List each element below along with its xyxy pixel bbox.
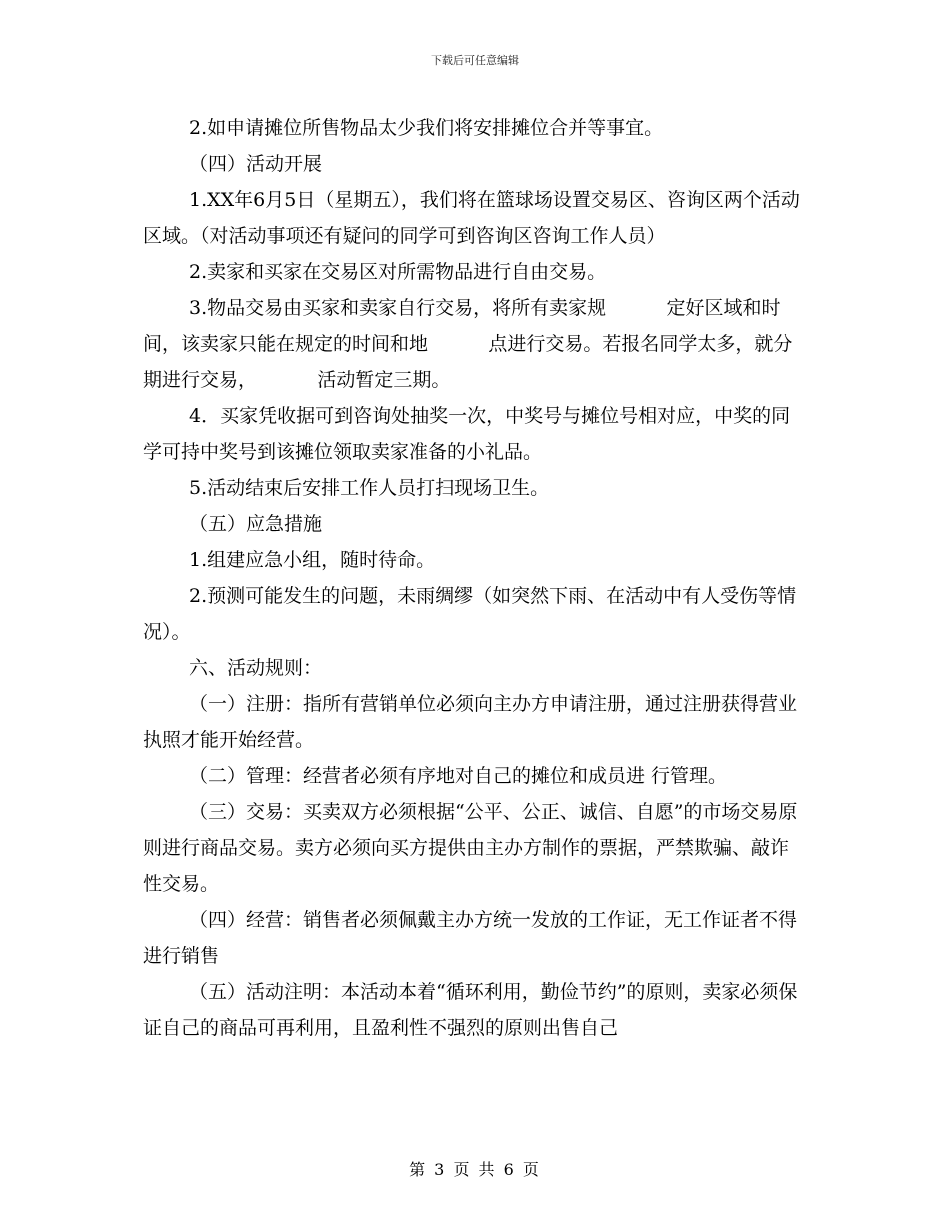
paragraph: 1.组建应急小组，随时待命。	[189, 549, 436, 571]
paragraph: （四）经营：销售者必须佩戴主办方统一发放的工作证，无工作证者不得进行销售	[143, 909, 798, 967]
paragraph: 1.XX年6月5日（星期五），我们将在篮球场设置交易区、咨询区两个活动区域。（对活动事项还有疑问的同学可到咨询区咨询工作人员）	[143, 189, 800, 247]
paragraph: （一）注册：指所有营销单位必须向主办方申请注册，通过注册获得营业执照才能开始经营。	[143, 693, 798, 751]
section-heading: 六、活动规则：	[189, 657, 323, 679]
paragraph: 2.如申请摊位所售物品太少我们将安排摊位合并等事宜。	[189, 117, 664, 139]
paragraph: （二）管理：经营者必须有序地对自己的摊位和成员进 行管理。	[189, 765, 728, 787]
paragraph: （五）活动注明：本活动本着“循环利用，勤俭节约”的原则，卖家必须保证自己的商品可再利用，且盈利性不强烈的原则出售自己	[143, 981, 798, 1039]
paragraph: （三）交易：买卖双方必须根据“公平、公正、诚信、自愿”的市场交易原则进行商品交易。卖方必须向买方提供由主办方制作的票据，严禁欺骗、敲诈性交易。	[143, 801, 798, 895]
section-heading: （五）应急措施	[189, 513, 323, 535]
paragraph: 5.活动结束后安排工作人员打扫现场卫生。	[189, 477, 550, 499]
paragraph: 2.卖家和买家在交易区对所需物品进行自由交易。	[189, 261, 607, 283]
document-body	[143, 110, 803, 1046]
paragraph: 3.物品交易由买家和卖家自行交易，将所有卖家规 定好区域和时间，该卖家只能在规定的时间和地 点进行交易。若报名同学太多，就分期进行交易， 活动暂定三期。	[143, 297, 793, 391]
paragraph: 4．买家凭收据可到咨询处抽奖一次，中奖号与摊位号相对应，中奖的同学可持中奖号到该摊位领取卖家准备的小礼品。	[143, 405, 791, 463]
paragraph: 2.预测可能发生的问题，未雨绸缪（如突然下雨、在活动中有人受伤等情况）。	[143, 585, 797, 643]
page-footer: 第 3 页 共 6 页	[409, 1160, 541, 1179]
section-heading: （四）活动开展	[189, 153, 323, 175]
page-header: 下载后可任意编辑	[431, 54, 519, 67]
